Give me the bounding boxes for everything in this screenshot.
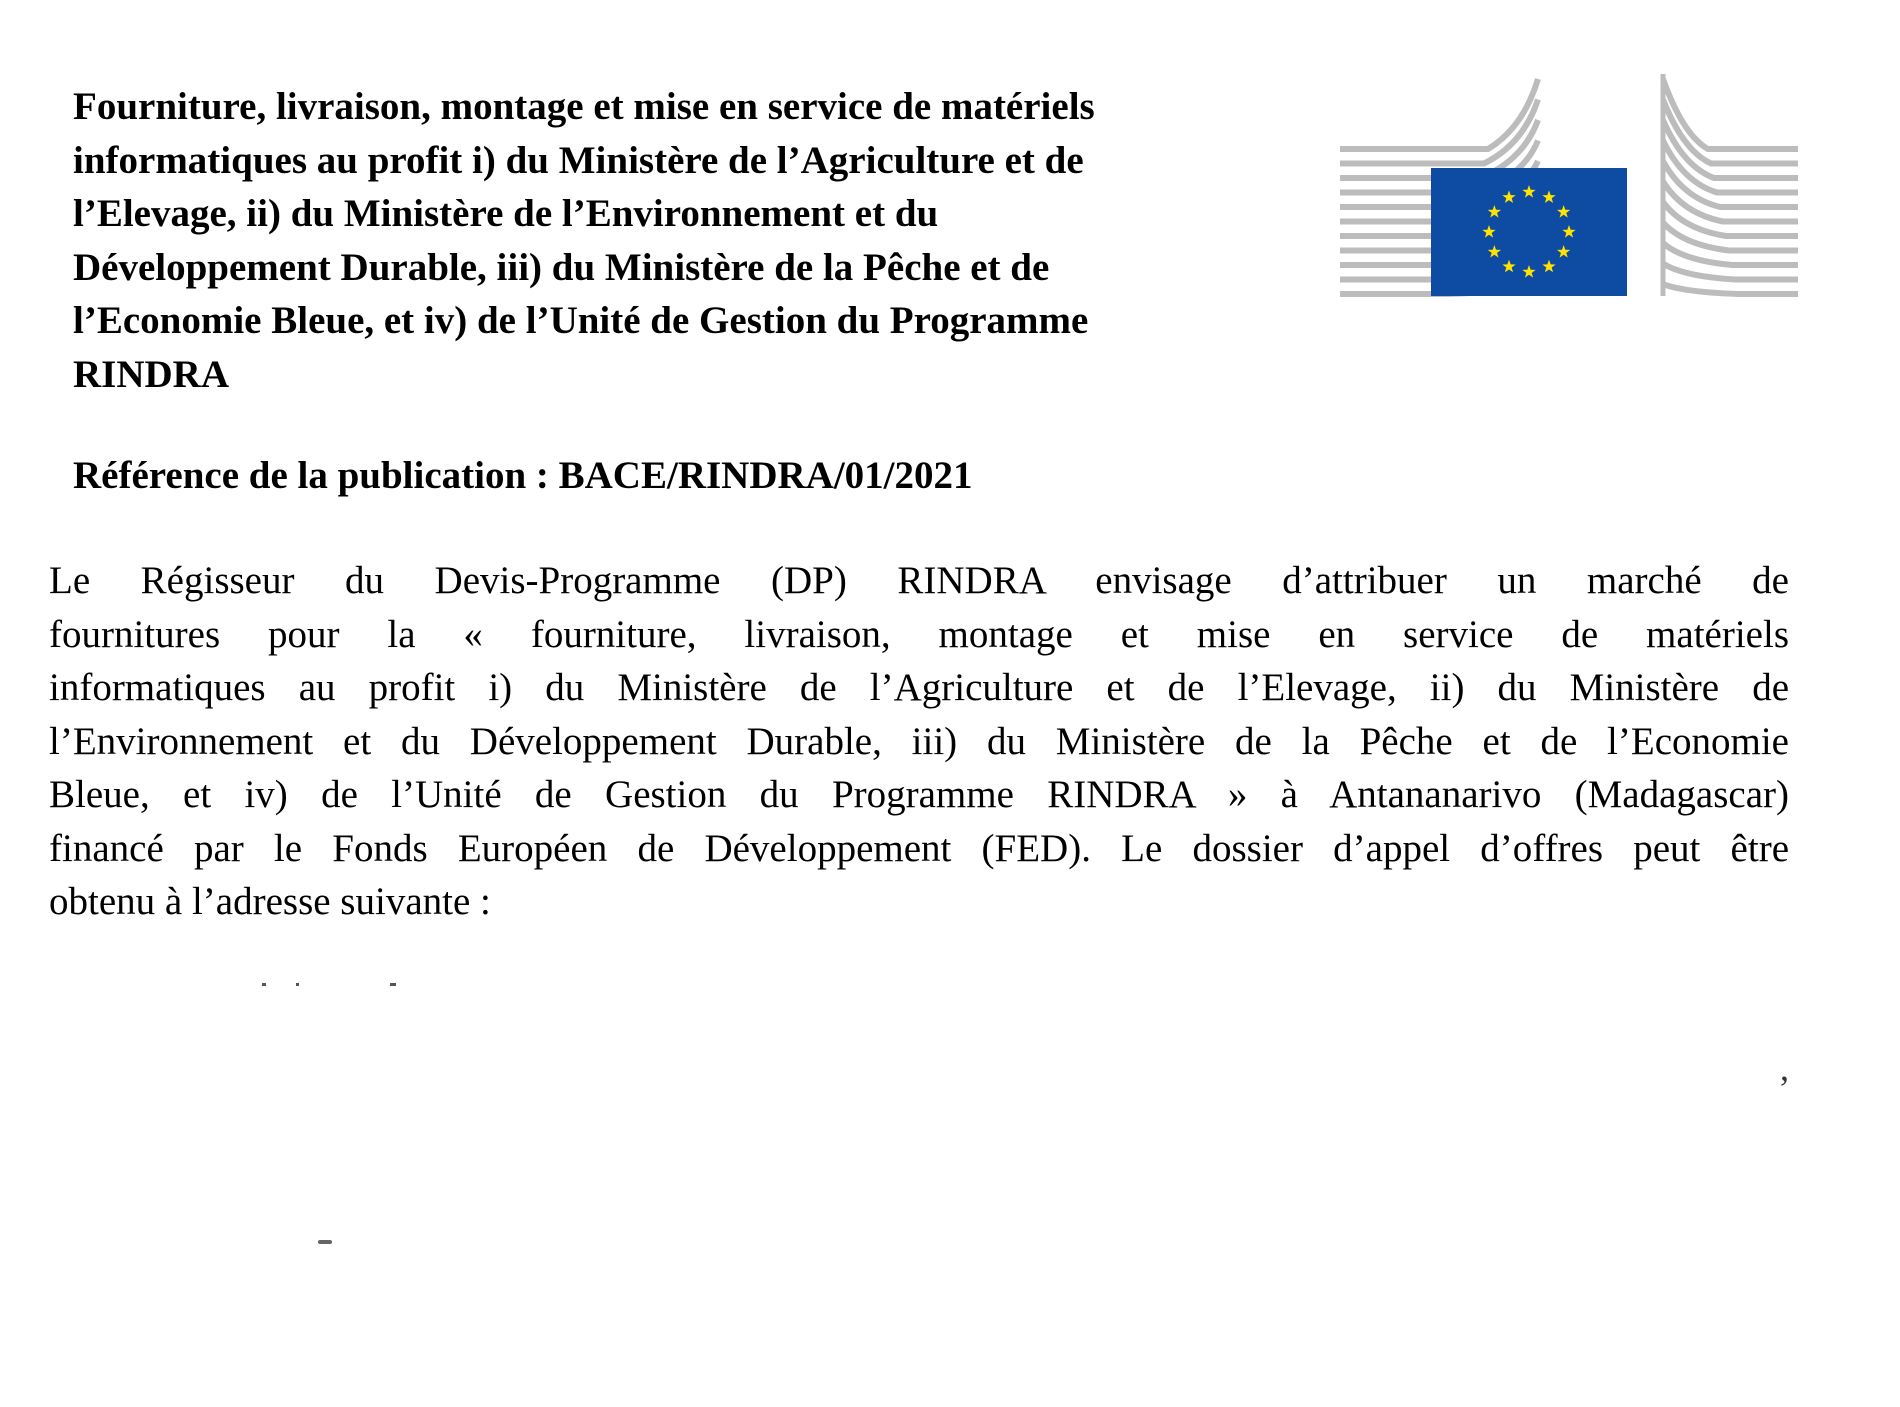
scan-artifact — [296, 983, 299, 986]
tender-title-line: informatiques au profit i) du Ministère de l’Agriculture et de — [73, 138, 1084, 182]
tender-title-line: l’Elevage, ii) du Ministère de l’Environnement et du — [73, 192, 939, 235]
scan-artifact — [318, 1240, 332, 1244]
european-commission-logo-icon — [1338, 74, 1800, 304]
tender-title — [73, 80, 1303, 401]
logo-stripe — [1663, 284, 1798, 294]
paragraph-line: Le Régisseur du Devis-Programme (DP) RINDRA envisage d’attribuer un marché de — [49, 559, 1789, 602]
tender-title-line: Fourniture, livraison, montage et mise en service de matériels — [73, 85, 1095, 128]
paragraph-line: obtenu à l’adresse suivante : — [49, 880, 491, 923]
scan-artifact — [262, 983, 266, 986]
scan-artifact — [390, 983, 396, 986]
paragraph-line: financé par le Fonds Européen de Développement (FED). Le dossier d’appel d’offres peut être — [49, 826, 1789, 870]
stray-comma: , — [1780, 1048, 1789, 1088]
tender-title-line: l’Economie Bleue, et iv) de l’Unité de Gestion du Programme — [73, 299, 1089, 342]
paragraph-line: fournitures pour la « fourniture, livraison, montage et mise en service de matériels — [49, 612, 1789, 656]
notice-paragraph — [49, 554, 1789, 929]
logo-stripe — [1340, 79, 1538, 149]
paragraph-line: informatiques au profit i) du Ministère de l’Agriculture et de l’Elevage, ii) du Ministère de — [49, 666, 1789, 709]
paragraph-line: Bleue, et iv) de l’Unité de Gestion du Programme RINDRA » à Antananarivo (Madagascar) — [49, 773, 1789, 816]
tender-title-line: Développement Durable, iii) du Ministère de la Pêche et de — [73, 245, 1050, 289]
logo-stripe — [1663, 243, 1798, 265]
paragraph-line: l’Environnement et du Développement Durable, iii) du Ministère de la Pêche et de l’Economie — [49, 719, 1789, 763]
publication-reference: Référence de la publication : BACE/RINDRA/01/2021 — [73, 454, 973, 497]
tender-title-line: RINDRA — [73, 352, 229, 396]
